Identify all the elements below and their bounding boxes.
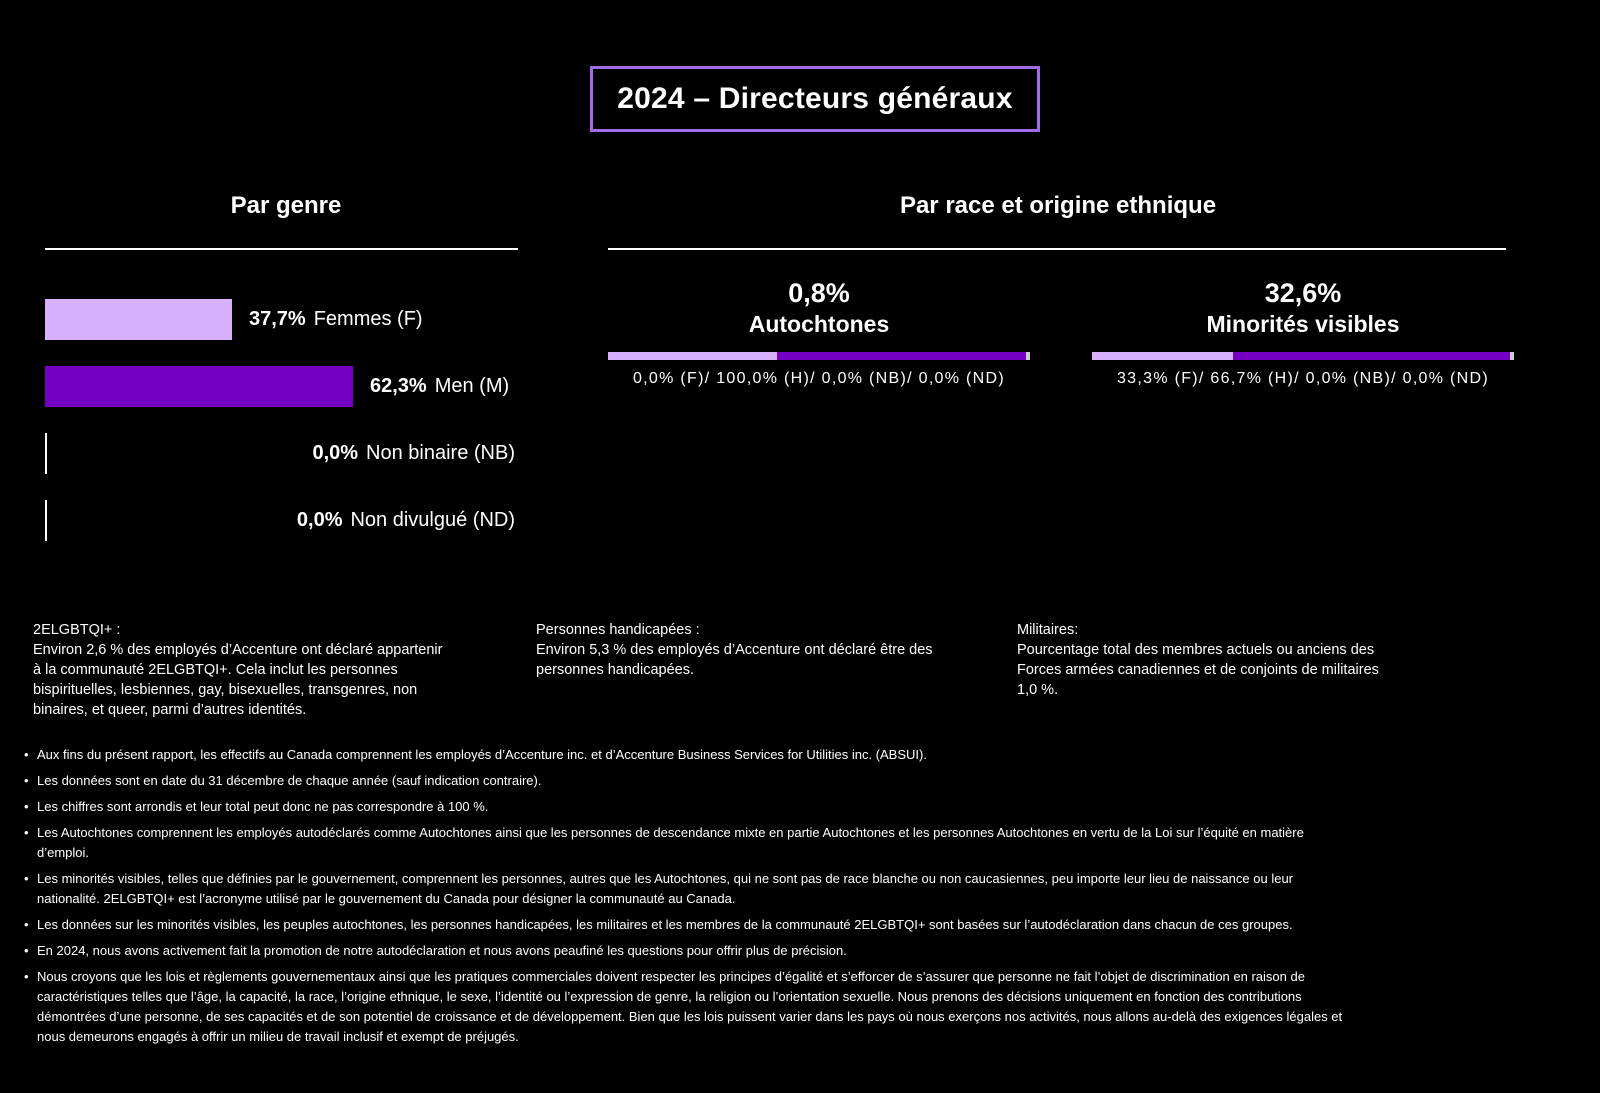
autochtones-percentage: 0,8% (788, 278, 850, 308)
gender-bar-label (249, 299, 423, 340)
footnote-item: • Les minorités visibles, telles que définies par le gouvernement, comprennent les personnes, autres que les Autochtones, qui ne sont pas de race blanche ou non caucasiennes, peu importe leur lieu de naissance ou leur nationalité. 2ELGBTQI+ est l’acronyme utilisé par le gouvernement du Canada pour désigner la communauté au Canada. (24, 869, 1344, 909)
footnote-item: • Les données sur les minorités visibles, les peuples autochtones, les personnes handicapées, les militaires et les membres de la communauté 2ELGBTQI+ sont basées sur l’autodéclaration dans chacun de ces groupes. (24, 915, 1344, 935)
info-text: Environ 5,3 % des employés d’Accenture ont déclaré être des personnes handicapées. (536, 642, 933, 678)
stack-segment-light (1092, 352, 1233, 360)
info-2elgbtqi (33, 620, 453, 720)
footnote-item: • En 2024, nous avons activement fait la promotion de notre autodéclaration et nous avons peaufiné les questions pour offrir plus de précision. (24, 941, 1344, 961)
gender-category-label: Non divulgué (ND) (350, 509, 515, 531)
gender-chart-title: Par genre (230, 192, 342, 219)
gender-bar-label (370, 366, 509, 407)
minorites-breakdown: 33,3% (F)/ 66,7% (H)/ 0,0% (NB)/ 0,0% (ND) (1116, 370, 1489, 387)
info-heading: Personnes handicapées : (536, 622, 700, 638)
stack-segment-dark (1233, 352, 1510, 360)
ethnicity-chart-title: Par race et origine ethnique (899, 192, 1217, 219)
ethnicity-divider (608, 248, 1506, 250)
gender-category-label: Non binaire (NB) (366, 442, 515, 464)
info-text: Pourcentage total des membres actuels ou anciens des Forces armées canadiennes et de conjoints de militaires 1,0 %. (1017, 642, 1379, 698)
page-title: 2024 – Directeurs généraux (590, 66, 1040, 132)
minorites-label: Minorités visibles (1206, 311, 1400, 337)
info-heading: 2ELGBTQI+ : (33, 622, 121, 638)
gender-bar (45, 299, 232, 340)
gender-category-label: Men (M) (434, 375, 510, 397)
gender-category-label: Femmes (F) (313, 308, 423, 330)
minorites-stacked-bar (1092, 352, 1514, 360)
footnote-item: • Aux fins du présent rapport, les effectifs au Canada comprennent les employés d’Accenture inc. et d’Accenture Business Services for Utilities inc. (ABSUI). (24, 745, 1344, 765)
info-text: Environ 2,6 % des employés d’Accenture ont déclaré appartenir à la communauté 2ELGBTQI+. Cela inclut les personnes bispirituelles, lesbiennes, gay, bisexuelles, transgenres, non binaires, et queer, parmi d’autres identités. (33, 642, 443, 718)
stack-segment-end (1026, 352, 1030, 360)
gender-value-label: 0,0% (312, 442, 359, 464)
info-heading: Militaires: (1017, 622, 1079, 638)
autochtones-label: Autochtones (748, 311, 890, 337)
gender-bar-label (312, 433, 515, 474)
gender-bar (45, 366, 353, 407)
footnote-item: • Les Autochtones comprennent les employés autodéclarés comme Autochtones ainsi que les personnes de descendance mixte en partie Autochtones et les personnes Autochtones en vertu de la Loi sur l’équité en matière d’emploi. (24, 823, 1344, 863)
ethnicity-group-minorites (1092, 278, 1514, 388)
gender-value-label: 37,7% (249, 308, 306, 330)
footnote-item: • Nous croyons que les lois et règlements gouvernementaux ainsi que les pratiques commerciales doivent respecter les principes d’égalité et s’efforcer de s’assurer que personne ne fait l’objet de discrimination en raison de caractéristiques telles que l’âge, la capacité, la race, l’origine ethnique, le sexe, l’identité ou l’expression de genre, la religion ou l’orientation sexuelle. Nous prenons des décisions uniquement en fonction des contributions démontrées d’une personne, de ses capacités et de son potentiel de croissance et de développement. Bien que les lois puissent varier dans les pays où nous exerçons nos activités, nous allons au-delà des exigences légales et nous demeurons engagés à offrir un milieu de travail inclusif et exempt de préjugés. (24, 967, 1344, 1047)
footnote-item: • Les données sont en date du 31 décembre de chaque année (sauf indication contraire). (24, 771, 1344, 791)
gender-bar-label (297, 500, 515, 541)
minorites-percentage: 32,6% (1264, 278, 1342, 308)
stack-segment-dark (777, 352, 1026, 360)
stack-segment-end (1510, 352, 1514, 360)
footnotes-list (24, 745, 1344, 1053)
gender-value-label: 0,0% (296, 509, 343, 531)
ethnicity-group-autochtones (608, 278, 1030, 388)
gender-bar (45, 500, 47, 541)
autochtones-breakdown: 0,0% (F)/ 100,0% (H)/ 0,0% (NB)/ 0,0% (ND) (632, 370, 1005, 387)
footnote-item: • Les chiffres sont arrondis et leur total peut donc ne pas correspondre à 100 %. (24, 797, 1344, 817)
gender-divider (45, 248, 518, 250)
info-handicap (536, 620, 936, 680)
gender-value-label: 62,3% (370, 375, 427, 397)
autochtones-stacked-bar (608, 352, 1030, 360)
info-militaires (1017, 620, 1387, 700)
gender-bar (45, 433, 47, 474)
stack-segment-light (608, 352, 777, 360)
